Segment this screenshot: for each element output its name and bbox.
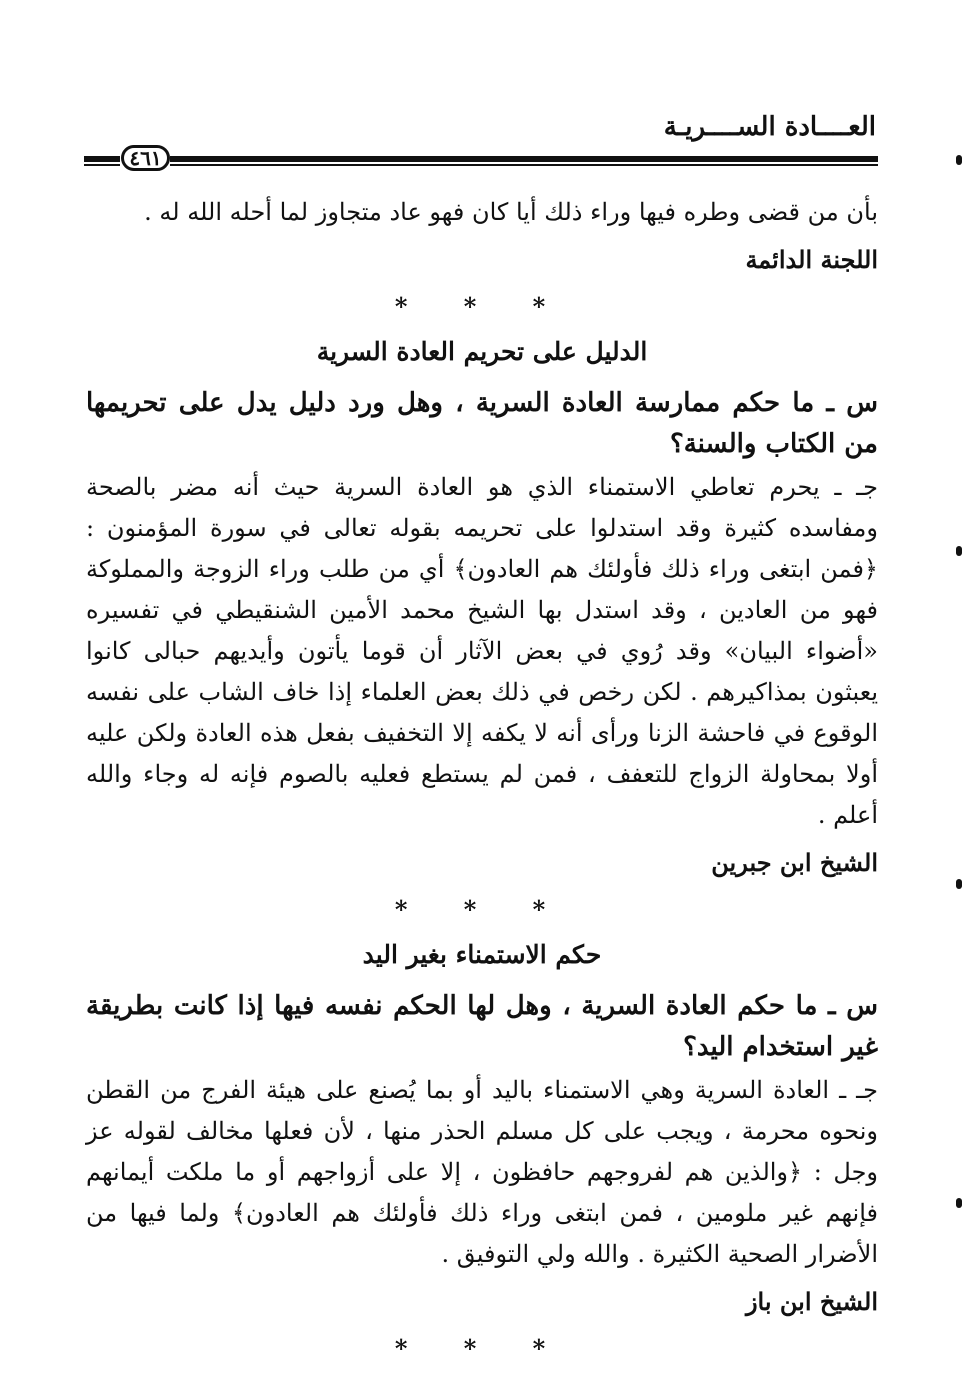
edge-mark — [956, 155, 962, 165]
section-2-signature: الشيخ ابن باز — [745, 1287, 878, 1316]
section-separator-stars: * * * — [394, 1334, 570, 1363]
section-separator-stars: * * * — [394, 895, 570, 924]
page-header-title: العــــادة الســــريـة — [663, 112, 876, 142]
page-number-badge: ٤٦١ — [121, 145, 170, 171]
section-2-question: س ـ ما حكم العادة السرية ، وهل لها الحكم نفسه فيها إذا كانت بطريقة غير استخدام اليد؟ — [86, 991, 878, 1062]
section-1-answer: جـ ـ يحرم تعاطي الاستمناء الذي هو العادة السرية حيث أنه مضر بالصحة ومفاسده كثيرة وقد استدلوا على تحريمه بقوله تعالى في سورة المؤمنون : ﴿فمن ابتغى وراء ذلك فأولئك هم العادون﴾ أي من طلب وراء الزوجة والمملوكة فهو من العادين ، وقد استدل بها الشيخ محمد الأمين الشنقيطي في تفسيره «أضواء البيان» وقد رُوي في بعض الآثار أن قوما يأتون وأيديهم حبالى كانوا يعبثون بمذاكيرهم . لكن رخص في ذلك بعض العلماء إذا خاف الشاب على نفسه الوقوع في فاحشة الزنا ورأى أنه لا يكفه إلا التخفيف بفعل هذه العادة ولكن عليه أولا بمحاولة الزواج للتعفف ، فمن لم يستطع فعليه بالصوم فإنه له وجاء والله أعلم . — [86, 473, 878, 829]
section-1-question: س ـ ما حكم ممارسة العادة السرية ، وهل ورد دليل يدل على تحريمها من الكتاب والسنة؟ — [86, 388, 878, 459]
left-header-rule — [84, 156, 120, 162]
section-2-title: حكم الاستمناء بغير اليد — [362, 940, 602, 969]
edge-mark — [956, 546, 962, 556]
edge-mark — [956, 879, 962, 889]
page-content — [86, 192, 878, 1361]
section-1-signature: الشيخ ابن جبرين — [711, 848, 878, 877]
header-rule-thin — [170, 164, 878, 166]
header-rule — [170, 156, 878, 162]
edge-mark — [956, 1198, 962, 1208]
intro-signature: اللجنة الدائمة — [745, 245, 878, 274]
intro-paragraph: بأن من قضى وطره فيها وراء ذلك أيا كان فهو عاد متجاوز لما أحله الله له . — [144, 198, 878, 226]
section-separator-stars: * * * — [394, 292, 570, 321]
section-1-title: الدليل على تحريم العادة السرية — [316, 337, 648, 366]
left-header-rule-thin — [84, 164, 120, 166]
header-rule-group — [84, 145, 878, 171]
section-2-answer: جـ ـ العادة السرية وهي الاستمناء باليد أو بما يُصنع على هيئة الفرج من القطن ونحوه محرمة ، ويجب على كل مسلم الحذر منها ، لأن فعلها مخالف لقوله عز وجل : ﴿والذين هم لفروجهم حافظون ، إلا على أزواجهم أو ما ملكت أيمانهم فإنهم غير ملومين ، فمن ابتغى وراء ذلك فأولئك هم العادون﴾ ولما فيها من الأضرار الصحية الكثيرة . والله ولي التوفيق . — [86, 1076, 878, 1268]
